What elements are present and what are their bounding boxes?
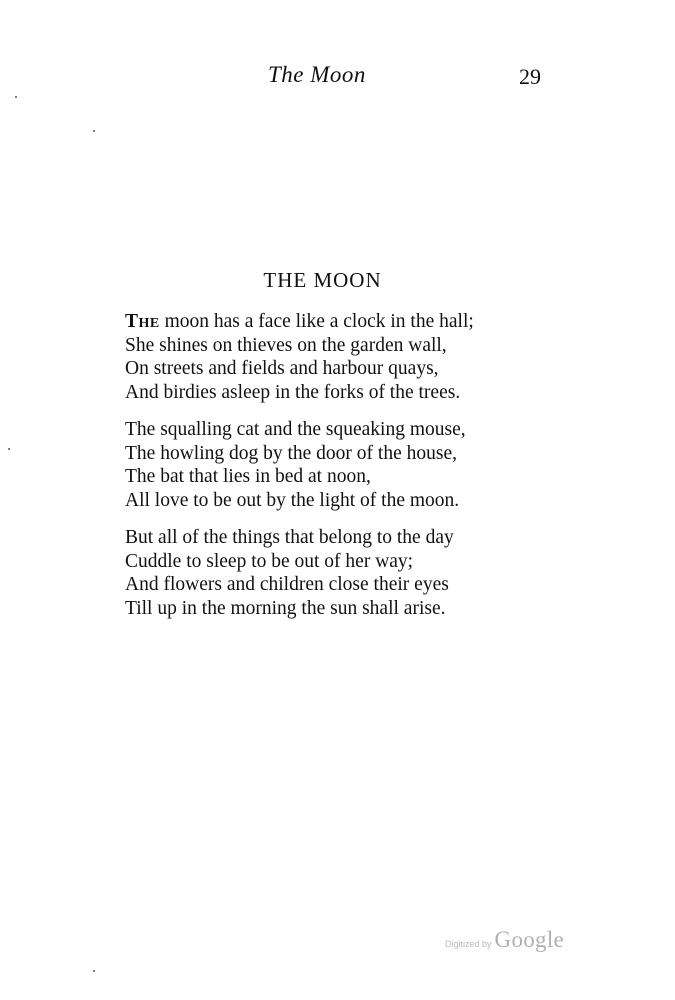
digitized-by-google-watermark	[445, 927, 564, 955]
poem-line-text: moon has a face like a clock in the hall;	[159, 311, 474, 332]
poem-line: She shines on thieves on the garden wall,	[125, 334, 447, 356]
poem-line: The howling dog by the door of the house,	[125, 442, 457, 464]
scan-speck	[93, 130, 95, 132]
poem-line: The bat that lies in bed at noon,	[125, 466, 371, 487]
poem-line	[125, 310, 565, 334]
poem-title-text: THE MOON	[263, 268, 382, 292]
poem-line: The squalling cat and the squeaking mouse,	[125, 419, 466, 440]
poem-line: On streets and fields and harbour quays,	[125, 358, 439, 379]
digitized-by-label: Digitized by	[445, 939, 492, 949]
poem-line: And flowers and children close their eyes	[125, 574, 449, 595]
scan-speck	[15, 96, 17, 98]
running-header	[0, 62, 675, 92]
poem-line: Cuddle to sleep to be out of her way;	[125, 550, 414, 572]
stanza-3	[125, 526, 565, 620]
scan-speck	[8, 448, 10, 450]
stanza-2	[125, 418, 565, 512]
poem-title	[0, 268, 675, 293]
scan-speck	[93, 970, 95, 972]
poem-line: And birdies asleep in the forks of the trees.	[125, 381, 461, 403]
page-number: 29	[519, 64, 541, 89]
stanza-1	[125, 310, 565, 404]
poem-line: Till up in the morning the sun shall arise.	[125, 597, 446, 619]
google-logo: Google	[494, 927, 565, 952]
running-title: The Moon	[268, 62, 366, 87]
opening-small-caps-word: The	[125, 311, 160, 332]
poem-body	[125, 310, 565, 634]
poem-line: All love to be out by the light of the moon.	[125, 489, 460, 511]
poem-line: But all of the things that belong to the day	[125, 527, 454, 548]
